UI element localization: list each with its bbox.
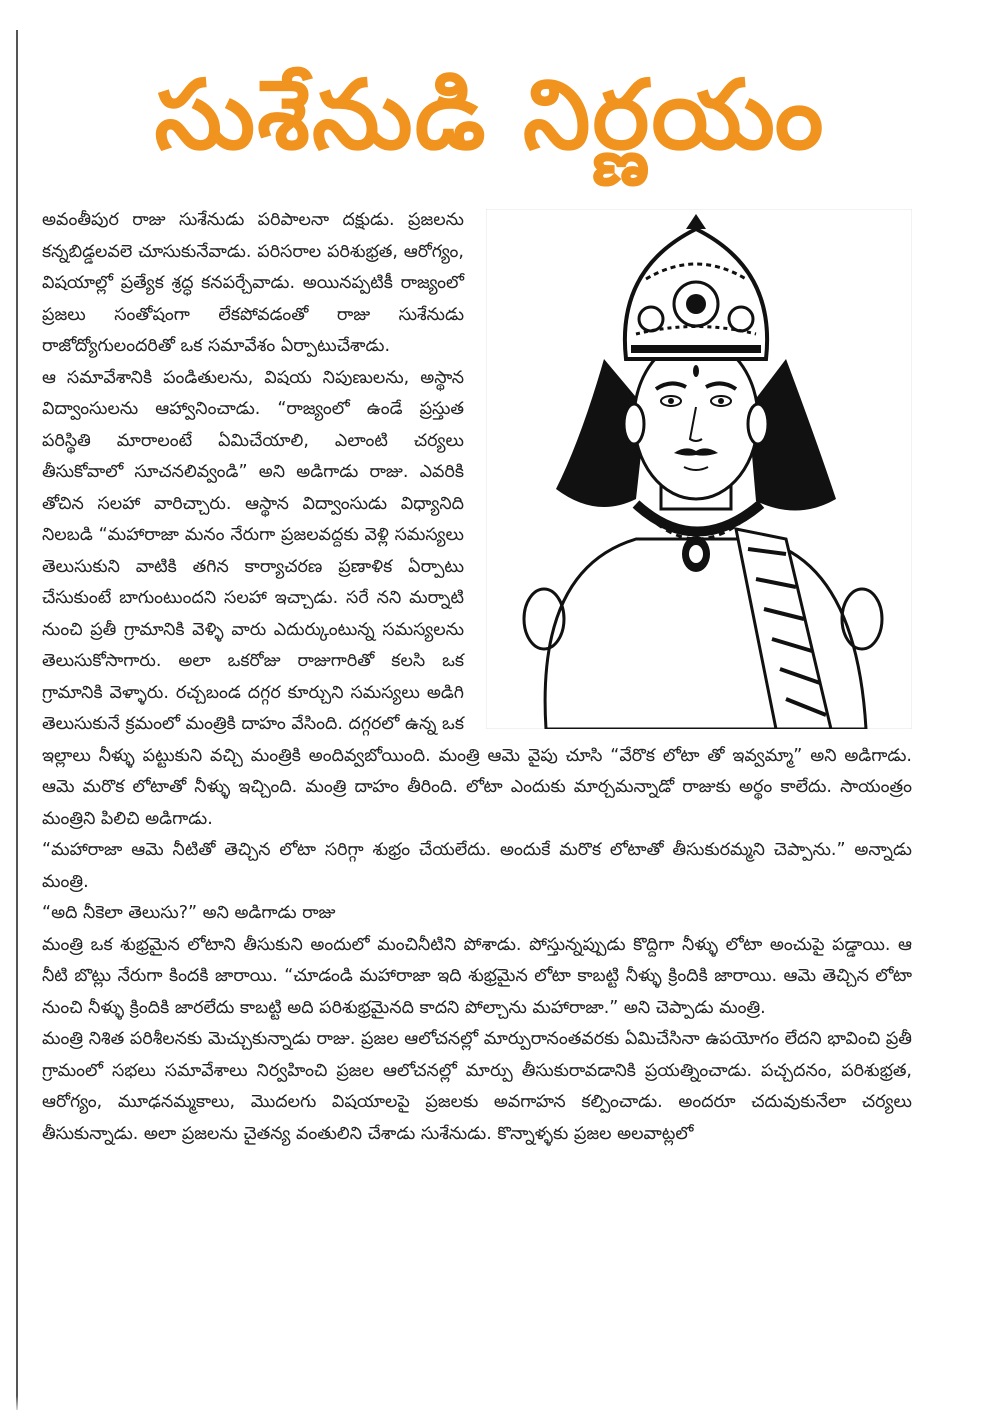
paragraph: అవంతీపుర రాజు సుశేనుడు పరిపాలనా దక్షుడు. ప్రజలను కన్నబిడ్డలవలె చూసుకునేవాడు. పరిసరాల పరిశుభ్రత, ఆరోగ్యం, విషయాల్లో ప్రత్యేక శ్రద్ధ కనపర్చేవాడు. అయినప్పటికీ రాజ్యంలో ప్రజలు సంతోషంగా లేకపోవడంతో రాజు సుశేనుడు రాజోద్యోగులందరితో ఒక సమావేశం ఏర్పాటుచేశాడు. (42, 210, 464, 356)
story-title: సుశేనుడి నిర్ణయం (154, 59, 826, 171)
paragraph: “మహారాజా ఆమె నీటితో తెచ్చిన లోటా సరిగ్గా శుభ్రం చేయలేదు. అందుకే మరొక లోటాతో తీసుకురమ్మని చెప్పాను.” అన్నాడు మంత్రి. (42, 840, 912, 892)
left-column-rule (16, 30, 18, 1410)
paragraph: మంత్రి ఒక శుభ్రమైన లోటాని తీసుకుని అందులో మంచినీటిని పోశాడు. పోస్తున్నప్పుడు కొద్దిగా నీళ్ళు లోటా అంచుపై పడ్డాయి. ఆ నీటి బొట్లు నేరుగా కిందకి జారాయి. “చూడండి మహారాజా ఇది శుభ్రమైన లోటా కాబట్టి నీళ్ళు క్రిందికి జారాయి. ఆమె తెచ్చిన లోటా నుంచి నీళ్ళు క్రిందికి జారలేదు కాబట్టి అది పరిశుభ్రమైనది కాదని పోల్చాను మహారాజా.” అని చెప్పాడు మంత్రి. (42, 934, 912, 1018)
king-illustration (486, 209, 912, 729)
paragraph: మంత్రి నిశిత పరిశీలనకు మెచ్చుకున్నాడు రాజు. ప్రజల ఆలోచనల్లో మార్పురానంతవరకు ఏమిచేసినా ఉపయోగం లేదని భావించి ప్రతీ గ్రామంలో సభలు సమావేశాలు నిర్వహించి ప్రజల ఆలోచనల్లో మార్పు తీసుకురావడానికి ప్రయత్నించాడు. పచ్చదనం, పరిశుభ్రత, ఆరోగ్యం, మూఢనమ్మకాలు, మొదలగు విషయాలపై ప్రజలకు అవగాహన కల్పించాడు. అందరూ చదువుకునేలా చర్యలు తీసుకున్నాడు. అలా ప్రజలను చైతన్య వంతులిని చేశాడు సుశేనుడు. కొన్నాళ్ళకు ప్రజల అలవాట్లలో (42, 1029, 912, 1144)
king-portrait-icon (486, 209, 912, 729)
page-cutoff (0, 1396, 990, 1414)
story-body (42, 205, 912, 1150)
paragraph: “అది నీకెలా తెలుసు?” అని అడిగాడు రాజు (42, 903, 336, 923)
paragraph: ఆ సమావేశానికి పండితులను, విషయ నిపుణులను, అస్థాన విద్వాంసులను ఆహ్వానించాడు. “రాజ్యంలో ఉండే ప్రస్తుత పరిస్థితి మారాలంటే ఏమిచేయాలి, ఎలాంటి చర్యలు తీసుకోవాలో సూచనలివ్వండి” అని అడిగాడు రాజు. ఎవరికి తోచిన సలహా వారిచ్చారు. ఆస్థాన విద్వాంసుడు విధ్యానిది నిలబడి “మహారాజా మనం నేరుగా ప్రజలవద్దకు వెళ్లి సమస్యలు తెలుసుకుని వాటికి తగిన కార్యాచరణ ప్రణాళిక ఏర్పాటు చేసుకుంటే బాగుంటుందని సలహా ఇచ్చాడు. సరే నని మర్నాటి నుంచి ప్రతీ గ్రామానికి వెళ్ళి వారు ఎదుర్కుంటున్న సమస్యలను తెలుసుకోసాగారు. అలా ఒకరోజు రాజుగారితో కలసి ఒక గ్రామానికి వెళ్ళారు. రచ్చబండ దగ్గర కూర్చుని సమస్యలు అడిగి తెలుసుకునే క్రమంలో మంత్రికి దాహం వేసింది. దగ్గరలో ఉన్న ఒక ఇల్లాలు నీళ్ళు పట్టుకుని వచ్చి మంత్రికి అందివ్వబోయింది. మంత్రి ఆమె వైపు చూసి “వేరొక లోటా తో ఇవ్వమ్మా” అని అడిగాడు. ఆమె మరొక లోటాతో నీళ్ళు ఇచ్చింది. మంత్రి దాహం తీరింది. లోటా ఎందుకు మార్చమన్నాడో రాజుకు అర్థం కాలేదు. సాయంత్రం మంత్రిని పిలిచి అడిగాడు. (42, 367, 912, 829)
